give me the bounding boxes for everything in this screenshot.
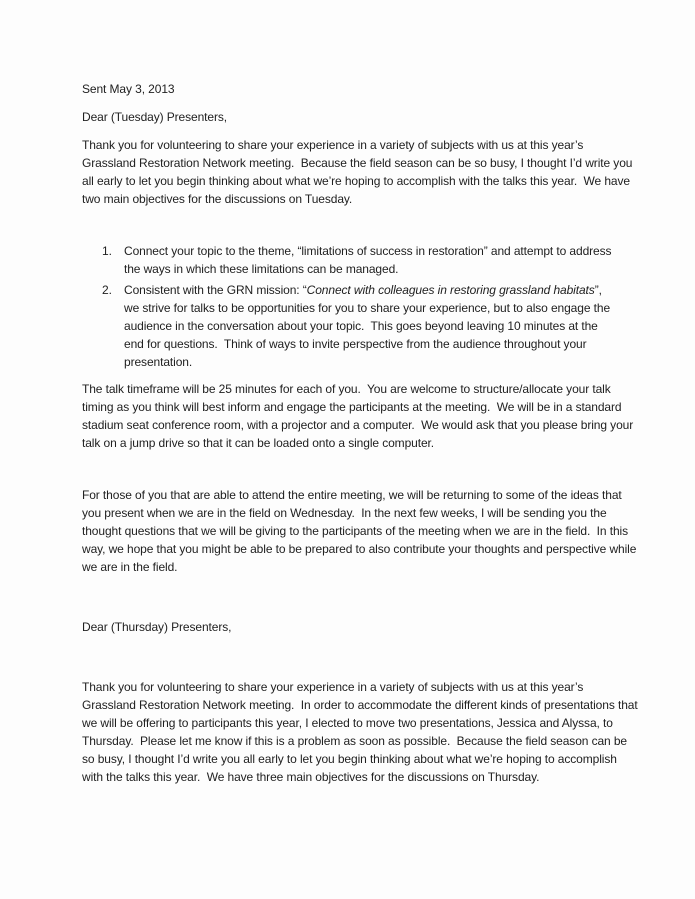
objective-text-2-suffix: ”, we strive for talks to be opportunities for you to share your experience, but to also engage the audience in the conversation about your topic. This goes beyond leaving 10 minutes at the end for questions. Think of ways to invite perspective from the audience throughout your presentation. — [124, 283, 614, 369]
intro-paragraph-tuesday: Thank you for volunteering to share your experience in a variety of subjects with us at this year’s Grassland Restoration Network meeting. Because the field season can be so busy, I thought I’d write you all early to let you begin thinking about what we’re hoping to accomplish with the talks this year. We have two main objectives for the discussions on Tuesday. — [82, 138, 636, 206]
objective-text-2 — [124, 281, 616, 371]
field-paragraph: For those of you that are able to attend the entire meeting, we will be returning to some of the ideas that you present when we are in the field on Wednesday. In the next few weeks, I will be sending you the thought questions that we will be giving to the participants of the meeting when we are in the field. In this way, we hope that you might be able to be prepared to also contribute your thoughts and perspective while we are in the field. — [82, 488, 640, 574]
mission-quote-italic: Connect with colleagues in restoring grassland habitats — [306, 283, 595, 297]
objective-text-1: Connect your topic to the theme, “limitations of success in restoration” and attempt to address the ways in which these limitations can be managed. — [124, 244, 615, 276]
objective-number-1: 1. — [102, 244, 112, 258]
objective-item-2 — [102, 281, 616, 371]
timeframe-paragraph: The talk timeframe will be 25 minutes for each of you. You are welcome to structure/allocate your talk timing as you think will best inform and engage the participants at the meeting. We will be in a standard stadium seat conference room, with a projector and a computer. We would ask that you please bring your talk on a jump drive so that it can be loaded onto a single computer. — [82, 382, 637, 450]
salutation-thursday: Dear (Thursday) Presenters, — [82, 620, 232, 634]
objective-text-2-prefix: Consistent with the GRN mission: “ — [124, 283, 307, 297]
objectives-list — [102, 242, 640, 371]
date-line: Sent May 3, 2013 — [82, 82, 175, 96]
objective-item-1 — [102, 242, 616, 278]
objective-number-2: 2. — [102, 283, 112, 297]
intro-paragraph-thursday: Thank you for volunteering to share your experience in a variety of subjects with us at this year’s Grassland Restoration Network meeting. In order to accommodate the different kinds of presentations that we will be offering to participants this year, I elected to move two presentations, Jessica and Alyssa, to Thursday. Please let me know if this is a problem as soon as possible. Because the field season can be so busy, I thought I’d write you all early to let you begin thinking about what we’re hoping to accomplish with the talks this year. We have three main objectives for the discussions on Thursday. — [82, 680, 641, 784]
salutation-tuesday: Dear (Tuesday) Presenters, — [82, 110, 228, 124]
